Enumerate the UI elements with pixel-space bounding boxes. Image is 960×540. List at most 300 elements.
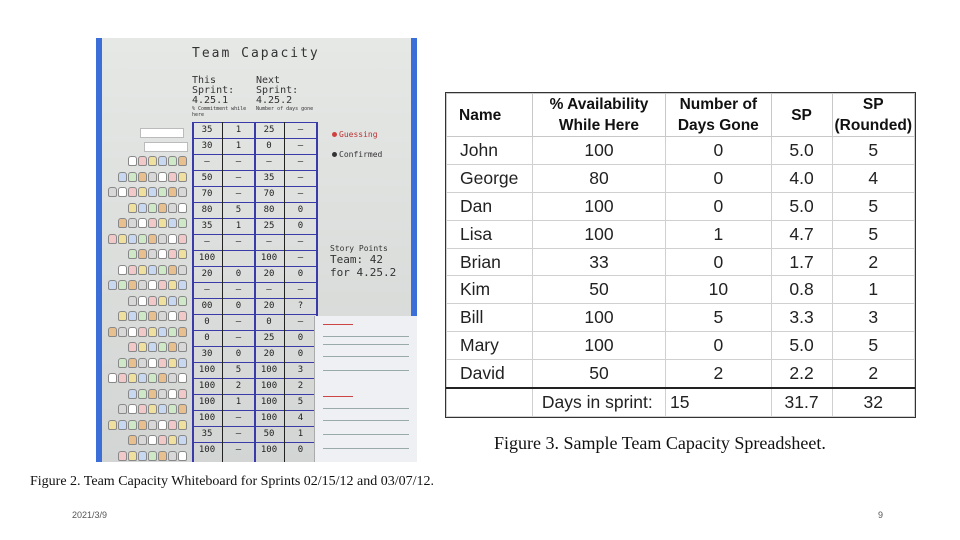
table-row bbox=[447, 220, 915, 248]
name-magnet-icon bbox=[148, 265, 157, 275]
whiteboard-cell: 25 bbox=[263, 221, 275, 231]
whiteboard-cell: — bbox=[204, 285, 210, 295]
name-magnet-icon bbox=[148, 342, 157, 352]
name-magnet-icon bbox=[138, 234, 147, 244]
grid-line bbox=[192, 122, 194, 462]
name-magnet-icon bbox=[148, 358, 157, 368]
whiteboard-cell: — bbox=[266, 237, 272, 247]
cell-sp: 4.7 bbox=[771, 220, 832, 248]
whiteboard-cell: 1 bbox=[235, 141, 242, 151]
name-magnet-icon bbox=[168, 265, 177, 275]
name-magnet-icon bbox=[148, 327, 157, 337]
whiteboard-cell: 20 bbox=[263, 349, 275, 359]
name-magnet-icon bbox=[128, 342, 137, 352]
name-magnet-icon bbox=[148, 172, 157, 182]
total-sp-rounded: 32 bbox=[832, 388, 914, 416]
name-magnet-icon bbox=[148, 187, 157, 197]
whiteboard-cell: — bbox=[235, 173, 242, 183]
cell-availability: 100 bbox=[532, 192, 665, 220]
name-magnet-icon bbox=[118, 358, 127, 368]
name-magnet-icon bbox=[178, 404, 187, 414]
header-this-sub-avail: % Commitment while here bbox=[192, 106, 247, 118]
cell-name: George bbox=[447, 164, 533, 192]
name-magnet-icon bbox=[138, 420, 147, 430]
name-magnet-icon bbox=[148, 311, 157, 321]
name-magnet-icon bbox=[158, 249, 167, 259]
name-magnet-icon bbox=[138, 435, 147, 445]
cell-days-gone: 5 bbox=[666, 304, 772, 332]
whiteboard-cell: 35 bbox=[201, 429, 213, 439]
cell-name: John bbox=[447, 137, 533, 165]
whiteboard-cell: 0 bbox=[297, 221, 304, 231]
cell-name: Mary bbox=[447, 332, 533, 360]
footer-page-number: 9 bbox=[878, 510, 884, 520]
name-magnet-icon bbox=[128, 420, 137, 430]
name-magnet-icon bbox=[128, 404, 137, 414]
name-magnet-icon bbox=[158, 156, 167, 166]
whiteboard-cell: 1 bbox=[297, 429, 304, 439]
name-magnet-icon bbox=[138, 404, 147, 414]
cell-days-gone: 1 bbox=[666, 220, 772, 248]
whiteboard-cell: 30 bbox=[201, 349, 213, 359]
cell-sp: 0.8 bbox=[771, 276, 832, 304]
table-row bbox=[447, 304, 915, 332]
name-magnet-icon bbox=[128, 358, 137, 368]
total-blank bbox=[447, 388, 533, 416]
header-next-sprint bbox=[256, 76, 316, 112]
name-magnet-icon bbox=[128, 203, 137, 213]
name-magnet-icon bbox=[118, 451, 127, 461]
name-magnet-icon bbox=[138, 218, 147, 228]
cell-availability: 100 bbox=[532, 137, 665, 165]
cell-sp: 4.0 bbox=[771, 164, 832, 192]
whiteboard-cell: 100 bbox=[260, 445, 278, 455]
name-magnet-icon bbox=[138, 156, 147, 166]
capacity-table bbox=[446, 93, 915, 417]
cell-sp: 5.0 bbox=[771, 137, 832, 165]
name-magnet-icon bbox=[128, 249, 137, 259]
name-magnet-icon bbox=[138, 296, 147, 306]
whiteboard-cell: — bbox=[204, 237, 210, 247]
cell-days-gone: 0 bbox=[666, 192, 772, 220]
name-magnet-icon bbox=[148, 373, 157, 383]
name-magnet-icon bbox=[158, 373, 167, 383]
cell-days-gone: 2 bbox=[666, 360, 772, 388]
name-magnet-icon bbox=[128, 234, 137, 244]
taped-printout bbox=[314, 316, 417, 462]
name-magnet-icon bbox=[158, 451, 167, 461]
story-points-label: Story Points bbox=[330, 244, 388, 253]
col-header-sp-rounded: SP (Rounded) bbox=[832, 94, 914, 137]
whiteboard-cell: 35 bbox=[201, 221, 213, 231]
whiteboard-cell: 0 bbox=[204, 317, 210, 327]
whiteboard-cell: 100 bbox=[198, 397, 216, 407]
whiteboard-cell: 100 bbox=[260, 397, 278, 407]
whiteboard-cell: 0 bbox=[235, 301, 242, 311]
whiteboard-cell: 80 bbox=[201, 205, 213, 215]
table-row bbox=[447, 276, 915, 304]
cell-name: Kim bbox=[447, 276, 533, 304]
cell-name: Dan bbox=[447, 192, 533, 220]
cell-sp: 1.7 bbox=[771, 248, 832, 276]
name-magnet-icon bbox=[118, 311, 127, 321]
col-header-name: Name bbox=[447, 94, 533, 137]
name-magnet-icon bbox=[168, 342, 177, 352]
table-row bbox=[447, 164, 915, 192]
name-magnet-icon bbox=[138, 249, 147, 259]
whiteboard-cell: 1 bbox=[235, 221, 242, 231]
cell-availability: 33 bbox=[532, 248, 665, 276]
whiteboard-cell: 100 bbox=[260, 413, 278, 423]
name-magnet-icon bbox=[108, 234, 117, 244]
name-magnet-icon bbox=[128, 280, 137, 290]
name-magnet-icon bbox=[168, 234, 177, 244]
name-magnet-icon bbox=[128, 311, 137, 321]
whiteboard-cell: 30 bbox=[201, 141, 213, 151]
whiteboard-cell: — bbox=[297, 173, 304, 183]
name-magnet-icon bbox=[138, 342, 147, 352]
grid-line bbox=[254, 122, 256, 462]
name-magnet-icon bbox=[168, 203, 177, 213]
name-magnet-icon bbox=[178, 249, 187, 259]
cell-sp-rounded: 1 bbox=[832, 276, 914, 304]
whiteboard-cell: 50 bbox=[201, 173, 213, 183]
whiteboard-cell: 0 bbox=[297, 445, 304, 455]
whiteboard-cell: 20 bbox=[201, 269, 213, 279]
name-magnet-icon bbox=[168, 249, 177, 259]
legend-dot-dark-icon bbox=[332, 152, 337, 157]
whiteboard-cell: — bbox=[235, 285, 242, 295]
name-magnet-icon bbox=[138, 172, 147, 182]
whiteboard-cell: — bbox=[297, 237, 304, 247]
whiteboard-cell: 1 bbox=[235, 397, 242, 407]
cell-days-gone: 0 bbox=[666, 248, 772, 276]
cell-sp-rounded: 5 bbox=[832, 220, 914, 248]
name-magnet-icon bbox=[148, 389, 157, 399]
whiteboard-cell: 20 bbox=[263, 269, 275, 279]
name-strip bbox=[144, 142, 188, 152]
name-magnet-icon bbox=[148, 435, 157, 445]
name-magnet-icon bbox=[168, 327, 177, 337]
name-magnet-icon bbox=[178, 296, 187, 306]
whiteboard-cell: 0 bbox=[297, 269, 304, 279]
cell-sp-rounded: 5 bbox=[832, 332, 914, 360]
cell-availability: 100 bbox=[532, 220, 665, 248]
name-magnet-icon bbox=[138, 451, 147, 461]
name-magnet-icon bbox=[158, 234, 167, 244]
whiteboard-cell: 2 bbox=[235, 381, 242, 391]
whiteboard-cell: 35 bbox=[201, 125, 213, 135]
table-row bbox=[447, 137, 915, 165]
printout-line bbox=[323, 434, 409, 435]
whiteboard-cell: 100 bbox=[198, 365, 216, 375]
table-row bbox=[447, 360, 915, 388]
header-next-sub-days: Number of days gone bbox=[256, 106, 314, 112]
name-magnet-icon bbox=[128, 389, 137, 399]
whiteboard-cell: 0 bbox=[204, 333, 210, 343]
name-magnet-icon bbox=[168, 172, 177, 182]
whiteboard-cell: 5 bbox=[297, 397, 304, 407]
name-magnet-icon bbox=[178, 203, 187, 213]
cell-name: Bill bbox=[447, 304, 533, 332]
whiteboard-cell: 100 bbox=[198, 381, 216, 391]
name-magnet-icon bbox=[148, 280, 157, 290]
name-magnet-icon bbox=[178, 373, 187, 383]
table-header-row bbox=[447, 94, 915, 137]
grid-line bbox=[222, 122, 223, 462]
whiteboard-cell: ? bbox=[297, 301, 304, 311]
whiteboard-cell: 100 bbox=[198, 445, 216, 455]
name-magnet-icon bbox=[148, 249, 157, 259]
name-magnet-icon bbox=[128, 373, 137, 383]
name-magnet-icon bbox=[168, 156, 177, 166]
name-magnet-icon bbox=[168, 435, 177, 445]
name-magnet-icon bbox=[108, 187, 117, 197]
whiteboard-cell: — bbox=[266, 157, 272, 167]
name-magnet-icon bbox=[178, 435, 187, 445]
whiteboard-cell: 0 bbox=[297, 349, 304, 359]
name-magnet-icon bbox=[148, 234, 157, 244]
footer-date: 2021/3/9 bbox=[72, 510, 108, 520]
name-magnet-icon bbox=[108, 327, 117, 337]
whiteboard-cell: 5 bbox=[235, 365, 242, 375]
table-row bbox=[447, 248, 915, 276]
whiteboard-cell: 50 bbox=[263, 429, 275, 439]
whiteboard-cell: 70 bbox=[201, 189, 213, 199]
name-magnet-icon bbox=[128, 327, 137, 337]
name-magnet-icon bbox=[148, 156, 157, 166]
name-magnet-icon bbox=[138, 203, 147, 213]
whiteboard-cell: 25 bbox=[263, 125, 275, 135]
whiteboard-cell: 1 bbox=[235, 125, 242, 135]
whiteboard-cell: — bbox=[297, 285, 304, 295]
whiteboard-cell: — bbox=[204, 157, 210, 167]
cell-sp: 2.2 bbox=[771, 360, 832, 388]
whiteboard-cell: 20 bbox=[263, 301, 275, 311]
printout-line bbox=[323, 408, 409, 409]
name-magnet-icon bbox=[168, 358, 177, 368]
cell-days-gone: 0 bbox=[666, 164, 772, 192]
whiteboard-cell: — bbox=[235, 333, 242, 343]
legend-confirmed-text: Confirmed bbox=[339, 150, 383, 159]
legend-confirmed bbox=[332, 150, 382, 159]
name-strip bbox=[140, 128, 184, 138]
name-magnet-icon bbox=[118, 420, 127, 430]
col-header-sp: SP bbox=[771, 94, 832, 137]
name-magnet-icon bbox=[148, 404, 157, 414]
whiteboard-cell: — bbox=[235, 317, 242, 327]
whiteboard-cell: 0 bbox=[235, 349, 242, 359]
table-row bbox=[447, 192, 915, 220]
name-magnet-icon bbox=[138, 373, 147, 383]
name-magnet-icon bbox=[128, 451, 137, 461]
whiteboard-cell: — bbox=[297, 157, 304, 167]
name-magnet-icon bbox=[158, 327, 167, 337]
team-points: Team: 42 bbox=[330, 253, 383, 266]
cell-availability: 50 bbox=[532, 360, 665, 388]
name-magnet-icon bbox=[178, 327, 187, 337]
name-magnet-icon bbox=[178, 389, 187, 399]
whiteboard-cell: 100 bbox=[198, 413, 216, 423]
header-this-sprint bbox=[192, 76, 254, 118]
name-magnet-icon bbox=[158, 218, 167, 228]
whiteboard-cell: 00 bbox=[201, 301, 213, 311]
whiteboard-cell: 2 bbox=[297, 381, 304, 391]
whiteboard-cell: — bbox=[266, 285, 272, 295]
capacity-spreadsheet bbox=[445, 92, 916, 418]
cell-days-gone: 0 bbox=[666, 137, 772, 165]
name-magnet-icon bbox=[138, 327, 147, 337]
whiteboard-cell: — bbox=[235, 237, 242, 247]
figure3-caption: Figure 3. Sample Team Capacity Spreadsheet. bbox=[494, 433, 826, 453]
name-magnet-icon bbox=[118, 327, 127, 337]
cell-name: David bbox=[447, 360, 533, 388]
whiteboard-cell: — bbox=[235, 429, 242, 439]
name-magnet-icon bbox=[128, 156, 137, 166]
whiteboard-cell: 35 bbox=[263, 173, 275, 183]
printout-line bbox=[323, 396, 353, 397]
name-magnet-icon bbox=[168, 389, 177, 399]
name-magnet-icon bbox=[138, 265, 147, 275]
whiteboard-cell: — bbox=[297, 253, 304, 263]
cell-name: Lisa bbox=[447, 220, 533, 248]
name-magnet-icon bbox=[118, 280, 127, 290]
name-magnet-icon bbox=[128, 296, 137, 306]
name-magnet-icon bbox=[128, 172, 137, 182]
whiteboard-cell: — bbox=[235, 413, 242, 423]
name-magnet-icon bbox=[168, 187, 177, 197]
legend-guessing bbox=[332, 130, 378, 139]
name-magnet-icon bbox=[178, 420, 187, 430]
whiteboard-cell: 0 bbox=[297, 205, 304, 215]
name-magnet-icon bbox=[118, 187, 127, 197]
name-magnet-icon bbox=[158, 404, 167, 414]
printout-line bbox=[323, 370, 409, 371]
cell-sp: 5.0 bbox=[771, 332, 832, 360]
cell-sp-rounded: 2 bbox=[832, 360, 914, 388]
printout-line bbox=[323, 356, 409, 357]
name-magnet-icon bbox=[178, 451, 187, 461]
name-magnet-icon bbox=[158, 435, 167, 445]
name-magnet-icon bbox=[168, 218, 177, 228]
whiteboard-cell: — bbox=[235, 157, 242, 167]
name-magnet-icon bbox=[118, 404, 127, 414]
whiteboard-cell bbox=[223, 251, 254, 266]
cell-days-gone: 10 bbox=[666, 276, 772, 304]
printout-line bbox=[323, 344, 409, 345]
name-magnet-icon bbox=[178, 342, 187, 352]
cell-availability: 50 bbox=[532, 276, 665, 304]
name-magnet-icon bbox=[178, 187, 187, 197]
whiteboard-cell: 4 bbox=[297, 413, 304, 423]
name-magnet-icon bbox=[128, 435, 137, 445]
name-magnet-icon bbox=[148, 218, 157, 228]
name-magnet-icon bbox=[178, 218, 187, 228]
header-this-text: This Sprint: 4.25.1 bbox=[192, 75, 235, 106]
name-magnet-icon bbox=[158, 389, 167, 399]
story-points-note bbox=[330, 244, 396, 279]
name-magnet-icon bbox=[138, 187, 147, 197]
cell-sp: 3.3 bbox=[771, 304, 832, 332]
cell-sp-rounded: 3 bbox=[832, 304, 914, 332]
name-magnet-icon bbox=[158, 265, 167, 275]
whiteboard-cell: 25 bbox=[263, 333, 275, 343]
name-magnet-icon bbox=[118, 218, 127, 228]
name-magnet-icon bbox=[178, 358, 187, 368]
name-magnet-icon bbox=[108, 420, 117, 430]
name-magnet-icon bbox=[158, 358, 167, 368]
name-magnet-icon bbox=[148, 420, 157, 430]
name-magnet-icon bbox=[148, 296, 157, 306]
name-magnet-icon bbox=[108, 280, 117, 290]
whiteboard-cell: 0 bbox=[266, 141, 272, 151]
name-magnet-icon bbox=[118, 265, 127, 275]
name-magnet-icon bbox=[148, 451, 157, 461]
cell-sp-rounded: 2 bbox=[832, 248, 914, 276]
name-magnet-icon bbox=[168, 311, 177, 321]
name-magnet-icon bbox=[148, 203, 157, 213]
whiteboard-cell: 100 bbox=[260, 381, 278, 391]
name-magnet-icon bbox=[178, 265, 187, 275]
whiteboard-cell: 0 bbox=[297, 333, 304, 343]
whiteboard-cell: — bbox=[235, 445, 242, 455]
table-row bbox=[447, 332, 915, 360]
whiteboard-cell: — bbox=[297, 317, 304, 327]
cell-sp: 5.0 bbox=[771, 192, 832, 220]
name-magnet-icon bbox=[128, 187, 137, 197]
name-magnet-icon bbox=[178, 234, 187, 244]
name-magnet-icon bbox=[168, 280, 177, 290]
name-magnet-icon bbox=[158, 420, 167, 430]
for-sprint: for 4.25.2 bbox=[330, 266, 397, 279]
name-magnet-icon bbox=[128, 218, 137, 228]
cell-sp-rounded: 5 bbox=[832, 192, 914, 220]
name-magnet-icon bbox=[178, 311, 187, 321]
name-magnet-icon bbox=[158, 172, 167, 182]
total-sp: 31.7 bbox=[771, 388, 832, 416]
figure2-caption: Figure 2. Team Capacity Whiteboard for Sprints 02/15/12 and 03/07/12. bbox=[30, 474, 435, 489]
total-row bbox=[447, 388, 915, 416]
name-magnet-icon bbox=[138, 311, 147, 321]
name-magnet-icon bbox=[158, 342, 167, 352]
cell-availability: 80 bbox=[532, 164, 665, 192]
header-next-text: Next Sprint: 4.25.2 bbox=[256, 75, 299, 106]
name-magnet-icon bbox=[178, 172, 187, 182]
whiteboard-cell: 100 bbox=[198, 253, 216, 263]
name-magnet-icon bbox=[138, 389, 147, 399]
cell-availability: 100 bbox=[532, 304, 665, 332]
name-magnet-icon bbox=[168, 404, 177, 414]
whiteboard-cell: — bbox=[297, 189, 304, 199]
whiteboard-cell: — bbox=[297, 141, 304, 151]
table-body bbox=[447, 137, 915, 417]
name-magnet-icon bbox=[158, 296, 167, 306]
name-magnet-icon bbox=[118, 373, 127, 383]
legend-dot-red-icon bbox=[332, 132, 337, 137]
name-magnet-icon bbox=[158, 280, 167, 290]
legend-guessing-text: Guessing bbox=[339, 130, 378, 139]
printout-line bbox=[323, 324, 353, 325]
name-magnet-icon bbox=[168, 420, 177, 430]
printout-line bbox=[323, 420, 409, 421]
whiteboard-cell: — bbox=[235, 189, 242, 199]
cell-sp-rounded: 4 bbox=[832, 164, 914, 192]
name-magnet-icon bbox=[108, 373, 117, 383]
whiteboard-cell: 80 bbox=[263, 205, 275, 215]
grid-line bbox=[284, 122, 285, 462]
name-magnet-icon bbox=[178, 156, 187, 166]
name-magnet-icon bbox=[158, 203, 167, 213]
